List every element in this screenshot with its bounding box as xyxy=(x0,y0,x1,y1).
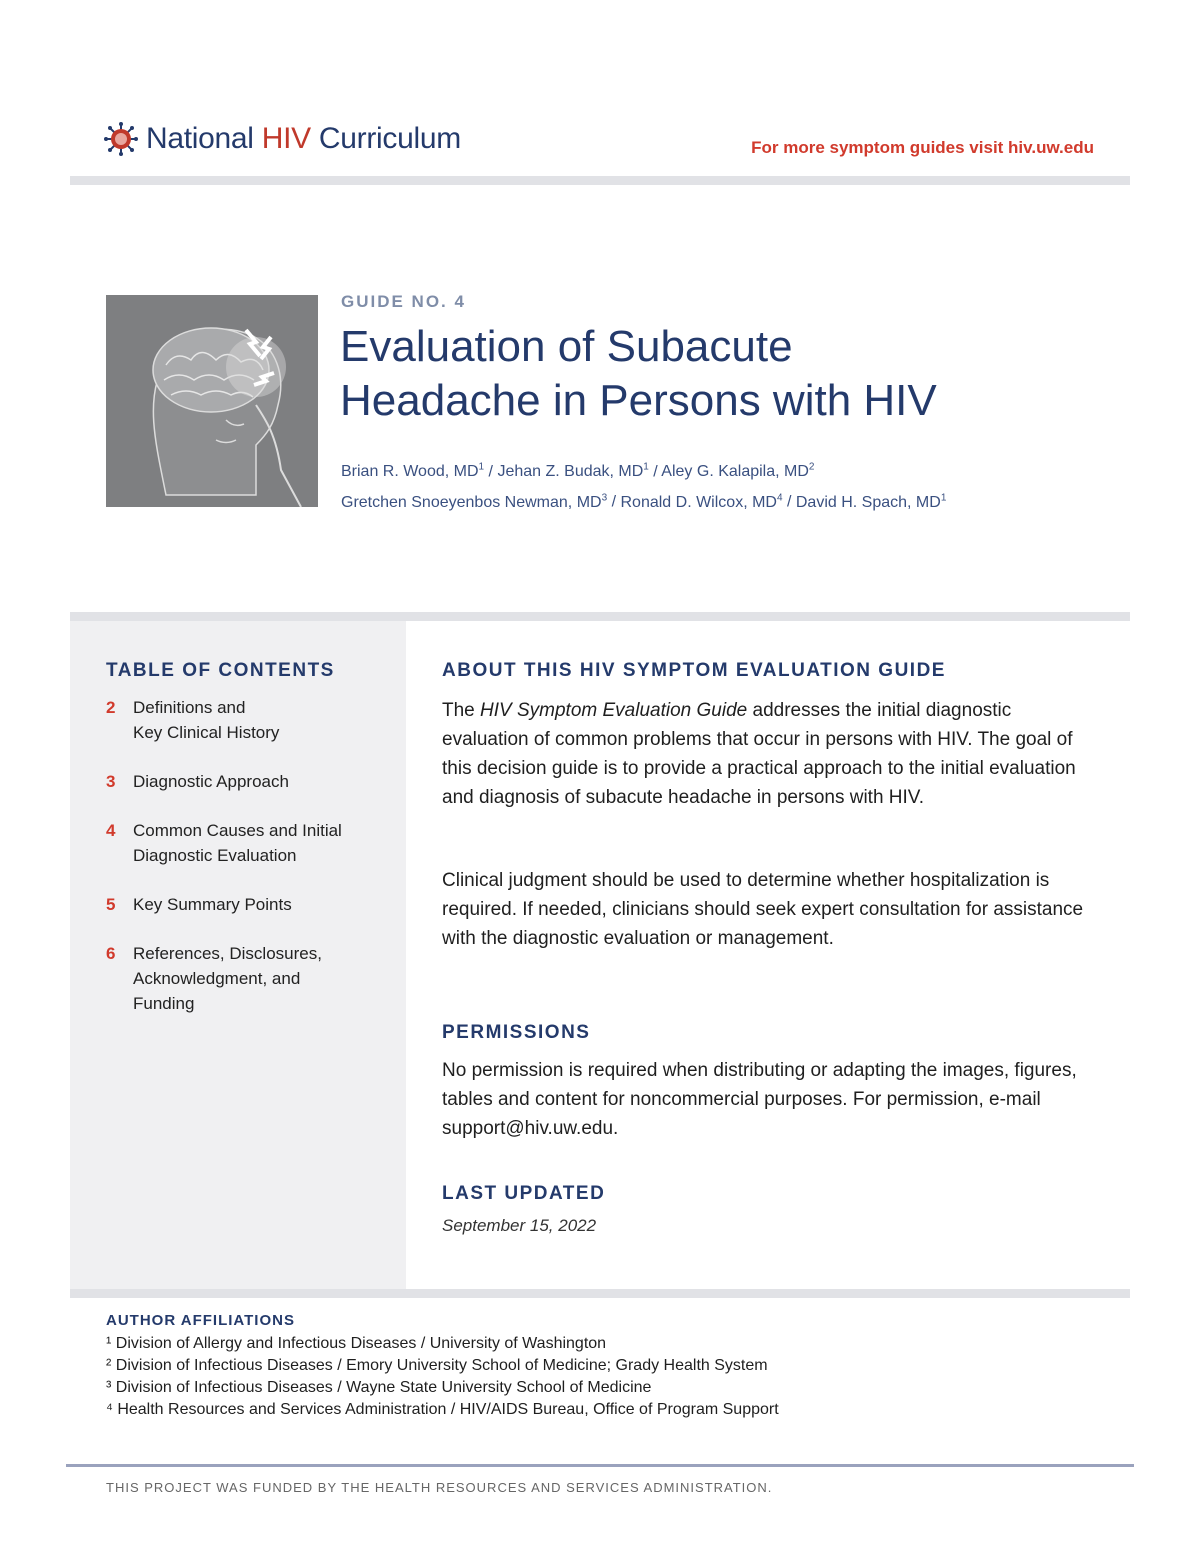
toc-item[interactable] xyxy=(106,892,396,917)
affiliation-item: ⁴ Health Resources and Services Administration / HIV/AIDS Bureau, Office of Program Support xyxy=(106,1401,779,1418)
author-name: David H. Spach, $MD^1$ xyxy=(795,492,947,511)
authors-line-1: Brian R. Wood, $MD^1$ / Jehan Z. Budak, $MD^1$ / Aley G. Kalapila, $MD^2$ xyxy=(341,462,815,481)
guide-number: GUIDE NO. 4 xyxy=(341,292,466,311)
author-name: Ronald D. Wilcox, $MD^4$ xyxy=(620,492,783,511)
toc-item-label: Key Summary Points xyxy=(133,895,292,914)
affiliation-marker: 1 xyxy=(643,462,649,473)
about-paragraph-1: The HIV Symptom Evaluation Guide addresses the initial diagnostic evaluation of common problems that occur in persons with HIV. The goal of this decision guide is to provide a practical approach to the initial evaluation and diagnosis of subacute headache in persons with HIV. xyxy=(442,700,1076,808)
toc-item-label: Common Causes and Initial Diagnostic Evaluation xyxy=(133,821,342,865)
toc-page-number: 6 xyxy=(106,944,116,963)
affiliation-marker: 4 xyxy=(776,492,783,504)
about-heading: ABOUT THIS HIV SYMPTOM EVALUATION GUIDE xyxy=(442,660,946,681)
virus-logo-icon xyxy=(104,122,138,156)
affiliation-marker: 1 xyxy=(478,462,485,473)
toc-item-label: References, Disclosures, Acknowledgment, and Funding xyxy=(133,944,322,1013)
toc-item[interactable] xyxy=(106,818,396,868)
more-guides-link[interactable]: For more symptom guides visit hiv.uw.edu xyxy=(751,138,1094,157)
toc-page-number: 3 xyxy=(106,772,116,791)
curriculum-logo xyxy=(104,122,461,156)
author-list xyxy=(341,455,946,516)
toc-item-label: Diagnostic Approach xyxy=(133,772,289,791)
toc-item-label: Definitions and Key Clinical History xyxy=(133,698,280,742)
author-name: Aley G. Kalapila, $MD^2$ xyxy=(661,462,815,481)
headache-illustration-icon xyxy=(106,295,318,507)
toc-list xyxy=(106,695,396,1040)
affiliation-marker: 1 xyxy=(940,492,947,504)
toc-page-number: 4 xyxy=(106,821,116,840)
page-title: Evaluation of Subacute Headache in Persons with HIV xyxy=(340,322,937,425)
author-name: Brian R. Wood, $MD^1$ xyxy=(341,462,485,481)
authors-line-2: Gretchen Snoeyenbos Newman, $MD^3$ / Ronald D. Wilcox, $MD^4$ / David H. Spach, $MD^1$ xyxy=(341,492,947,511)
toc-page-number: 2 xyxy=(106,698,116,717)
panel-divider xyxy=(70,1289,1130,1298)
toc-item[interactable] xyxy=(106,695,396,745)
header-divider xyxy=(70,176,1130,185)
logo-text: National HIV Curriculum xyxy=(146,122,461,155)
toc-item[interactable] xyxy=(106,769,396,794)
section-divider xyxy=(70,612,1130,621)
permissions-heading: PERMISSIONS xyxy=(442,1022,591,1043)
footer-divider xyxy=(66,1464,1134,1467)
affiliation-item: ¹ Division of Allergy and Infectious Diseases / University of Washington xyxy=(106,1335,607,1352)
toc-heading: TABLE OF CONTENTS xyxy=(106,660,335,681)
affiliation-marker: 2 xyxy=(808,462,815,473)
about-paragraph-2: Clinical judgment should be used to determine whether hospitalization is required. If needed, clinicians should seek expert consultation for assistance with the diagnostic evaluation or management. xyxy=(442,870,1084,949)
affiliation-item: ² Division of Infectious Diseases / Emory University School of Medicine; Grady Health System xyxy=(106,1357,768,1374)
funding-footer: THIS PROJECT WAS FUNDED BY THE HEALTH RESOURCES AND SERVICES ADMINISTRATION. xyxy=(106,1480,773,1495)
last-updated-date: September 15, 2022 xyxy=(442,1216,597,1235)
affiliation-item: ³ Division of Infectious Diseases / Wayne State University School of Medicine xyxy=(106,1379,652,1396)
permissions-text: No permission is required when distributing or adapting the images, figures, tables and content for noncommercial purposes. For permission, e-mail support@hiv.uw.edu. xyxy=(442,1060,1077,1139)
author-name: Jehan Z. Budak, $MD^1$ xyxy=(497,462,649,481)
affiliation-marker: 3 xyxy=(601,492,608,504)
author-name: Gretchen Snoeyenbos Newman, $MD^3$ xyxy=(341,492,608,511)
affiliations-list xyxy=(106,1333,779,1421)
toc-item[interactable] xyxy=(106,941,396,1016)
toc-page-number: 5 xyxy=(106,895,116,914)
last-updated-heading: LAST UPDATED xyxy=(442,1183,606,1204)
affiliations-heading: AUTHOR AFFILIATIONS xyxy=(106,1312,295,1329)
